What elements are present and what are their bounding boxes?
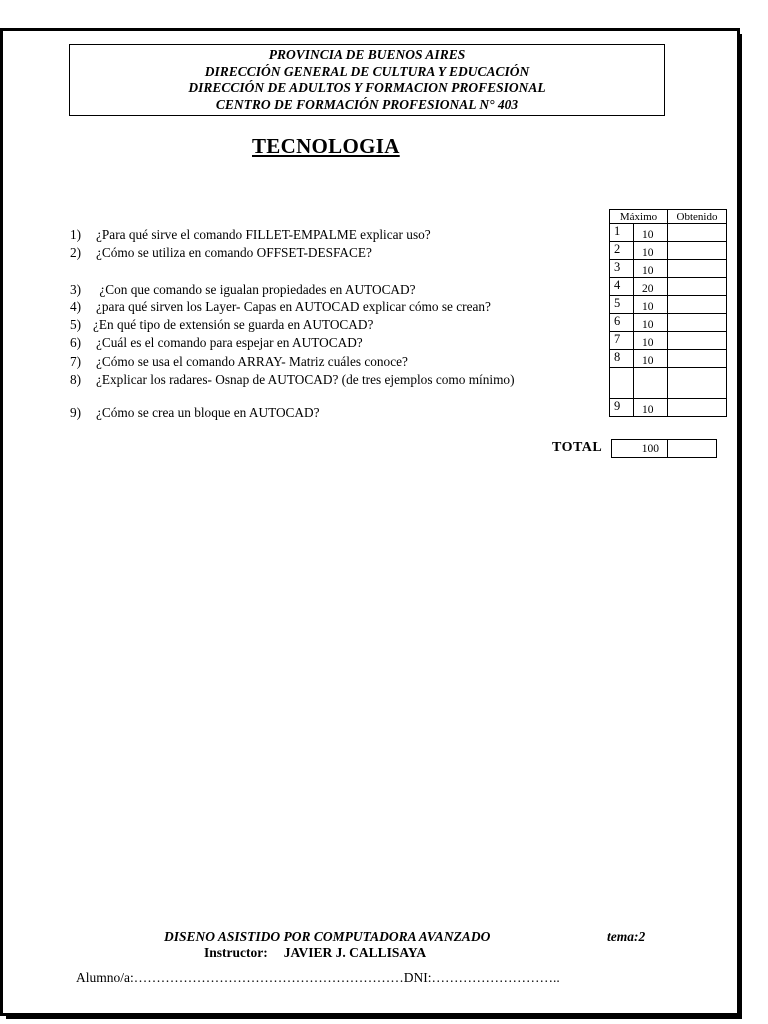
row-index: 3	[610, 260, 634, 278]
row-obtained[interactable]	[668, 260, 727, 278]
row-obtained[interactable]	[668, 332, 727, 350]
row-index: 5	[610, 296, 634, 314]
instructor	[204, 945, 426, 961]
score-row	[610, 224, 727, 242]
row-index: 8	[610, 350, 634, 368]
row-obtained[interactable]	[668, 278, 727, 296]
row-index: 4	[610, 278, 634, 296]
header-line-center: CENTRO DE FORMACIÓN PROFESIONAL N° 403	[215, 96, 519, 112]
question-1: 1) ¿Para qué sirve el comando FILLET-EMPALME explicar uso?	[70, 227, 431, 242]
row-max: 10	[634, 332, 668, 350]
row-max	[634, 368, 668, 399]
question-8: 8) ¿Explicar los radares- Osnap de AUTOCAD? (de tres ejemplos como mínimo)	[70, 372, 515, 387]
frame-shadow-bottom	[6, 1015, 742, 1019]
row-obtained[interactable]	[668, 399, 727, 417]
row-max: 20	[634, 278, 668, 296]
score-row	[610, 296, 727, 314]
total-value: 100	[612, 440, 668, 458]
header-maximo: Máximo	[610, 210, 668, 224]
question-5: 5) ¿En qué tipo de extensión se guarda en AUTOCAD?	[70, 317, 374, 332]
score-row	[610, 314, 727, 332]
row-obtained[interactable]	[668, 242, 727, 260]
score-table	[609, 209, 727, 417]
score-table-header	[610, 210, 727, 224]
question-2: 2) ¿Cómo se utiliza en comando OFFSET-DESFACE?	[70, 245, 372, 260]
header-line-direction-adults: DIRECCIÓN DE ADULTOS Y FORMACION PROFESIONAL	[188, 80, 546, 95]
instructor-name: JAVIER J. CALLISAYA	[283, 945, 427, 960]
row-index: 6	[610, 314, 634, 332]
row-index: 2	[610, 242, 634, 260]
course-name: DISENO ASISTIDO POR COMPUTADORA AVANZADO	[164, 929, 491, 944]
page-title: TECNOLOGIA	[252, 134, 400, 158]
row-index: 9	[610, 399, 634, 417]
question-3: 3) ¿Con que comando se igualan propiedades en AUTOCAD?	[70, 282, 416, 297]
row-index: 1	[610, 224, 634, 242]
row-max: 10	[634, 224, 668, 242]
frame-shadow-right	[738, 34, 742, 1018]
tema-label: tema:2	[607, 929, 646, 944]
row-max: 10	[634, 350, 668, 368]
row-max: 10	[634, 314, 668, 332]
row-max: 10	[634, 296, 668, 314]
question-9: 9) ¿Cómo se crea un bloque en AUTOCAD?	[70, 405, 320, 420]
row-max: 10	[634, 399, 668, 417]
score-row	[610, 242, 727, 260]
student-dni-line[interactable]: Alumno/a:……………………………………………………DNI:………………………..	[76, 970, 560, 985]
score-row	[610, 368, 727, 399]
header-line-direction-general: DIRECCIÓN GENERAL DE CULTURA Y EDUCACIÓN	[204, 63, 530, 79]
question-4: 4) ¿para qué sirven los Layer- Capas en AUTOCAD explicar cómo se crean?	[70, 299, 491, 314]
row-index: 7	[610, 332, 634, 350]
row-max: 10	[634, 242, 668, 260]
institution-header	[69, 44, 665, 116]
total-label: TOTAL	[552, 440, 603, 455]
row-obtained[interactable]	[668, 296, 727, 314]
row-max: 10	[634, 260, 668, 278]
score-row	[610, 260, 727, 278]
question-6: 6) ¿Cuál es el comando para espejar en AUTOCAD?	[70, 335, 363, 350]
row-obtained[interactable]	[668, 314, 727, 332]
header-line-province: PROVINCIA DE BUENOS AIRES	[268, 47, 466, 62]
row-obtained[interactable]	[668, 350, 727, 368]
score-row	[610, 399, 727, 417]
score-row	[610, 332, 727, 350]
question-7: 7) ¿Cómo se usa el comando ARRAY- Matriz cuáles conoce?	[70, 354, 408, 369]
total-table	[611, 439, 717, 458]
instructor-label: Instructor:	[204, 945, 268, 960]
row-obtained[interactable]	[668, 368, 727, 399]
row-obtained[interactable]	[668, 224, 727, 242]
score-row	[610, 278, 727, 296]
score-row	[610, 350, 727, 368]
header-obtenido: Obtenido	[668, 210, 727, 224]
row-index	[610, 368, 634, 399]
page-frame	[0, 28, 740, 1016]
total-obtained[interactable]	[668, 440, 717, 458]
